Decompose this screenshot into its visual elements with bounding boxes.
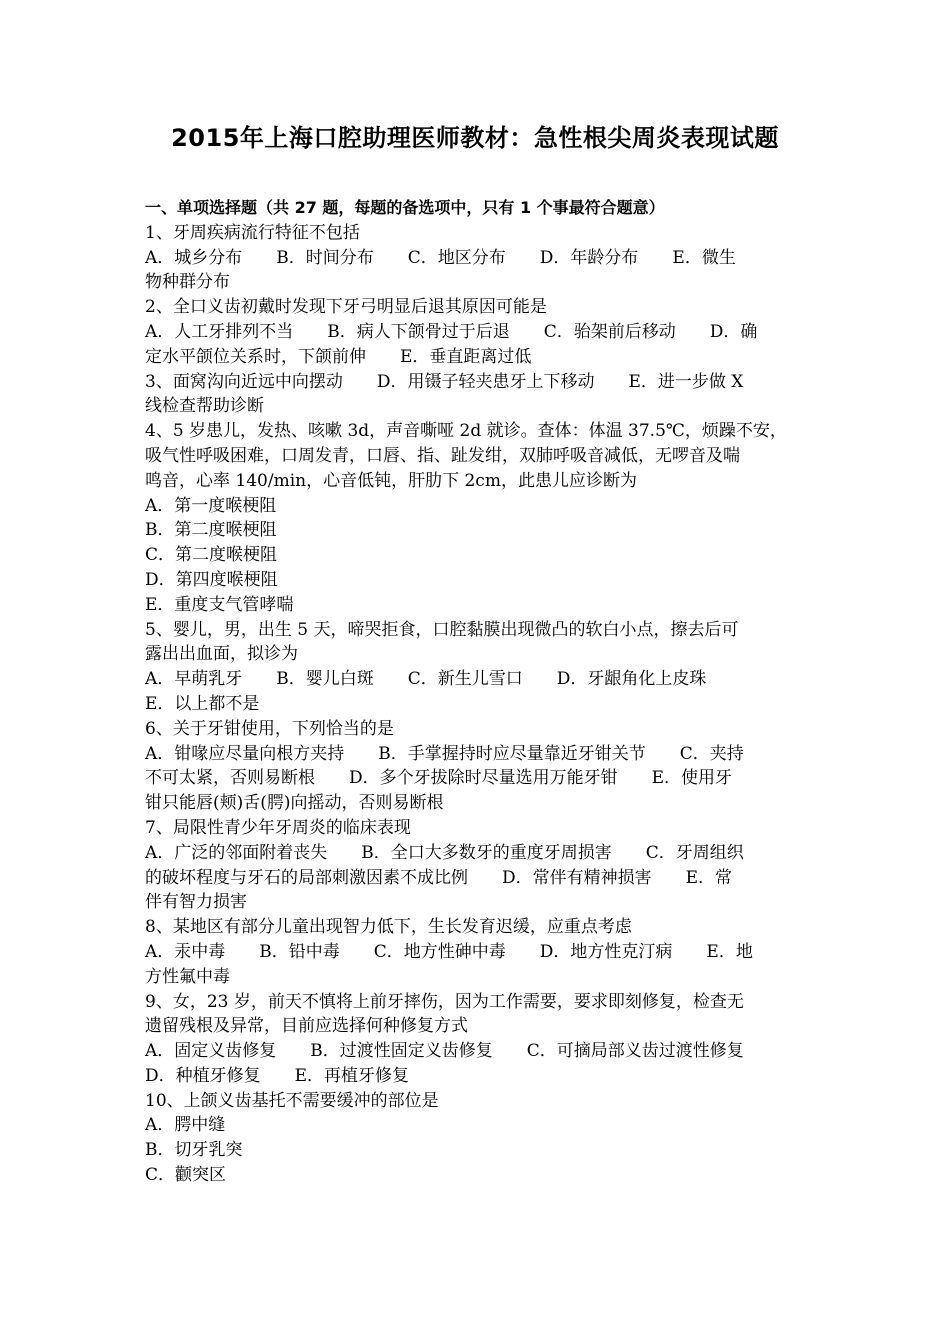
text-line: A．第一度喉梗阻: [145, 495, 277, 516]
text-line: A．固定义齿修复 B．过渡性固定义齿修复 C．可摘局部义齿过渡性修复: [145, 1041, 744, 1062]
text-line: 方性氟中毒: [145, 966, 230, 987]
text-line: C．第二度喉梗阻: [145, 545, 278, 566]
section-heading: 一、单项选择题（共 27 题，每题的备选项中，只有 1 个事最符合题意）: [145, 198, 665, 217]
text-line: A．城乡分布 B．时间分布 C．地区分布 D．年龄分布 E．微生: [145, 247, 736, 268]
text-line: B．切牙乳突: [145, 1140, 243, 1161]
text-line: 吸气性呼吸困难，口周发青，口唇、指、趾发绀，双肺呼吸音减低，无啰音及喘: [145, 445, 740, 466]
text-line: 伴有智力损害: [145, 892, 247, 913]
text-line: 1、牙周疾病流行特征不包括: [145, 222, 360, 243]
text-line: 7、局限性青少年牙周炎的临床表现: [145, 817, 411, 838]
text-line: A．人工牙排列不当 B．病人下颌骨过于后退 C．骀架前后移动 D．确: [145, 321, 758, 342]
text-line: 钳只能唇(颊)舌(腭)向摇动，否则易断根: [145, 793, 444, 814]
text-line: 鸣音，心率 140/min，心音低钝，肝肋下 2cm，此患儿应诊断为: [145, 470, 637, 491]
document-body: [145, 196, 810, 1188]
text-line: A．腭中缝: [145, 1115, 226, 1136]
text-line: 4、5 岁患儿，发热、咳嗽 3d，声音嘶哑 2d 就诊。查体：体温 37.5℃，烦躁不安，: [145, 421, 787, 442]
text-line: 物种群分布: [145, 272, 230, 293]
text-line: 2、全口义齿初戴时发现下牙弓明显后退其原因可能是: [145, 297, 547, 318]
text-line: A．汞中毒 B．铅中毒 C．地方性砷中毒 D．地方性克汀病 E．地: [145, 941, 753, 962]
text-line: 6、关于牙钳使用，下列恰当的是: [145, 718, 394, 739]
text-line: A．钳喙应尽量向根方夹持 B．手掌握持时应尽量靠近牙钳关节 C．夹持: [145, 743, 744, 764]
text-line: 的破坏程度与牙石的局部刺激因素不成比例 D．常伴有精神损害 E．常: [145, 867, 733, 888]
text-line: A．早萌乳牙 B．婴儿白斑 C．新生儿雪口 D．牙龈角化上皮珠: [145, 669, 707, 690]
text-line: B．第二度喉梗阻: [145, 520, 277, 541]
text-line: 线检查帮助诊断: [145, 396, 264, 417]
text-line: E．以上都不是: [145, 693, 260, 714]
text-line: 8、某地区有部分儿童出现智力低下，生长发育迟缓，应重点考虑: [145, 917, 632, 938]
text-line: C．颧突区: [145, 1165, 227, 1186]
text-line: 定水平颌位关系时，下颌前伸 E．垂直距离过低: [145, 346, 532, 367]
document-title: 2015年上海口腔助理医师教材：急性根尖周炎表现试题: [171, 124, 779, 152]
text-line: 露出出血面，拟诊为: [145, 644, 298, 665]
text-line: 不可太紧，否则易断根 D．多个牙拔除时尽量选用万能牙钳 E．使用牙: [145, 768, 733, 789]
text-line: A．广泛的邻面附着丧失 B．全口大多数牙的重度牙周损害 C．牙周组织: [145, 842, 744, 863]
text-line: E．重度支气管哮喘: [145, 594, 294, 615]
text-line: 遗留残根及异常，目前应选择何种修复方式: [145, 1016, 468, 1037]
text-line: D．第四度喉梗阻: [145, 569, 278, 590]
text-line: D．种植牙修复 E．再植牙修复: [145, 1065, 410, 1086]
text-line: 5、婴儿，男，出生 5 天，啼哭拒食，口腔黏膜出现微凸的软白小点，擦去后可: [145, 619, 739, 640]
text-line: 9、女，23 岁，前天不慎将上前牙摔伤，因为工作需要，要求即刻修复，检查无: [145, 991, 744, 1012]
text-line: 3、面窝沟向近远中向摆动 D．用镊子轻夹患牙上下移动 E．进一步做 X: [145, 371, 744, 392]
text-line: 10、上颌义齿基托不需要缓冲的部位是: [145, 1090, 439, 1111]
